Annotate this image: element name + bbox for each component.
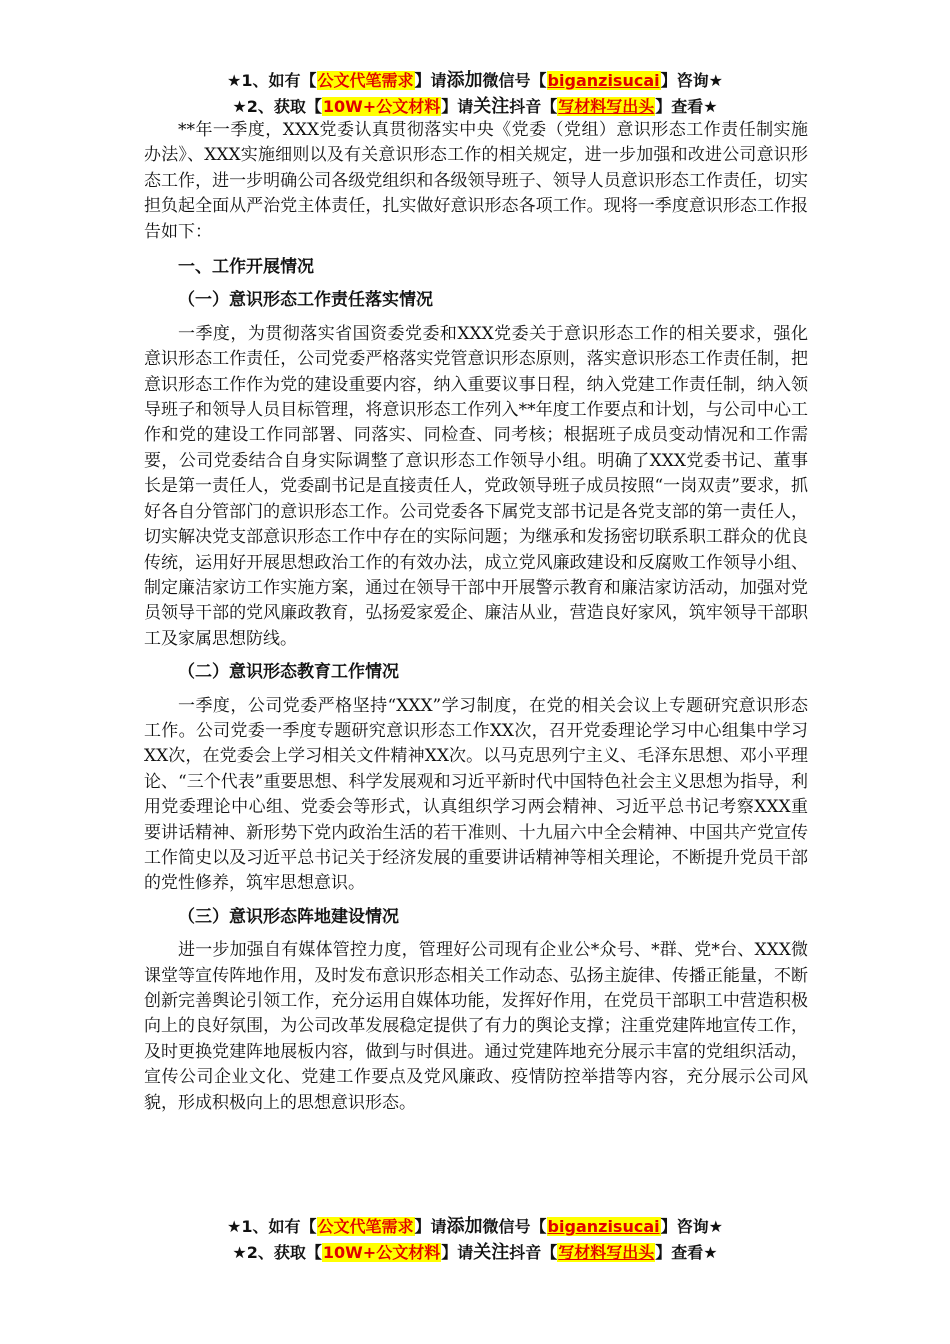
section-2-title: （二）意识形态教育工作情况 bbox=[178, 662, 399, 683]
intro-paragraph: **年一季度，XXX党委认真贯彻落实中央《党委（党组）意识形态工作责任制实施办法》、XXX实施细则以及有关意识形态工作的相关规定，进一步加强和改进公司意识形态工作，进一步明确公司各级党组织和各级领导班子、领导人员意识形态工作责任，切实担负起全面从严治党主体责任，扎实做好意识形态各项工作。现将一季度意识形态工作报告如下： bbox=[144, 120, 808, 242]
highlight-service: 公文代笔需求 bbox=[317, 1217, 414, 1236]
section-3-title: （三）意识形态阵地建设情况 bbox=[178, 906, 399, 927]
highlight-douyin-id[interactable]: 写材料写出头 bbox=[558, 97, 655, 116]
promo-banner-bottom bbox=[0, 1214, 950, 1266]
highlight-service: 公文代笔需求 bbox=[317, 71, 414, 90]
section-2-body: 一季度，公司党委严格坚持“XXX”学习制度，在党的相关会议上专题研究意识形态工作。公司党委一季度专题研究意识形态工作XX次，召开党委理论学习中心组集中学习XX次，在党委会上学习相关文件精神XX次。以马克思列宁主义、毛泽东思想、邓小平理论、“三个代表”重要思想、科学发展观和习近平新时代中国特色社会主义思想为指导，利用党委理论中心组、党委会等形式，认真组织学习两会精神、习近平总书记考察XXX重要讲话精神、新形势下党内政治生活的若干准则、十九届六中全会精神、中国共产党宣传工作简史以及习近平总书记关于经济发展的重要讲话精神等相关理论，不断提升党员干部的党性修养，筑牢思想意识。 bbox=[144, 695, 808, 894]
promo-line-1: ★1、如有【公文代笔需求】请添加微信号【biganzisucai】咨询★ bbox=[227, 70, 723, 91]
heading-work-status: 一、工作开展情况 bbox=[178, 257, 314, 278]
section-3-body: 进一步加强自有媒体管控力度，管理好公司现有企业公*众号、*群、党*台、XXX微课堂等宣传阵地作用，及时发布意识形态相关工作动态、弘扬主旋律、传播正能量，不断创新完善舆论引领工作，充分运用自媒体功能，发挥好作用，在党员干部职工中营造积极向上的良好氛围，为公司改革发展稳定提供了有力的舆论支撑；注重党建阵地宣传工作，及时更换党建阵地展板内容，做到与时俱进。通过党建阵地充分展示丰富的党组织活动，宣传公司企业文化、党建工作要点及党风廉政、疫情防控举措等内容，充分展示公司风貌，形成积极向上的思想意识形态。 bbox=[144, 940, 808, 1113]
promo-banner-top bbox=[0, 68, 950, 120]
highlight-douyin-id[interactable]: 写材料写出头 bbox=[558, 1243, 655, 1262]
promo-line-2: ★2、获取【10W+公文材料】请关注抖音【写材料写出头】查看★ bbox=[232, 1242, 718, 1263]
highlight-materials: 10W+公文材料 bbox=[322, 97, 441, 116]
promo-line-1: ★1、如有【公文代笔需求】请添加微信号【biganzisucai】咨询★ bbox=[227, 1216, 723, 1237]
highlight-wechat-id[interactable]: biganzisucai bbox=[547, 71, 660, 90]
highlight-wechat-id[interactable]: biganzisucai bbox=[547, 1217, 660, 1236]
highlight-materials: 10W+公文材料 bbox=[322, 1243, 441, 1262]
section-1-title: （一）意识形态工作责任落实情况 bbox=[178, 290, 433, 311]
document-body bbox=[144, 118, 808, 1122]
section-1-body: 一季度，为贯彻落实省国资委党委和XXX党委关于意识形态工作的相关要求，强化意识形态工作责任，公司党委严格落实党管意识形态原则，落实意识形态工作责任制，把意识形态工作作为党的建设重要内容，纳入重要议事日程，纳入党建工作责任制，纳入领导班子和领导人员目标管理，将意识形态工作列入**年度工作要点和计划，与公司中心工作和党的建设工作同部署、同落实、同检查、同考核；根据班子成员变动情况和工作需要，公司党委结合自身实际调整了意识形态工作领导小组。明确了XXX党委书记、董事长是第一责任人，党委副书记是直接责任人，党政领导班子成员按照“一岗双责”要求，抓好各自分管部门的意识形态工作。公司党委各下属党支部书记是各党支部的第一责任人，切实解决党支部意识形态工作中存在的实际问题；为继承和发扬密切联系职工群众的优良传统，运用好开展思想政治工作的有效办法，成立党风廉政建设和反腐败工作领导小组、制定廉洁家访工作实施方案，通过在领导干部中开展警示教育和廉洁家访活动，加强对党员领导干部的党风廉政教育，弘扬爱家爱企、廉洁从业，营造良好家风，筑牢领导干部职工及家属思想防线。 bbox=[144, 323, 808, 649]
promo-line-2: ★2、获取【10W+公文材料】请关注抖音【写材料写出头】查看★ bbox=[232, 96, 718, 117]
